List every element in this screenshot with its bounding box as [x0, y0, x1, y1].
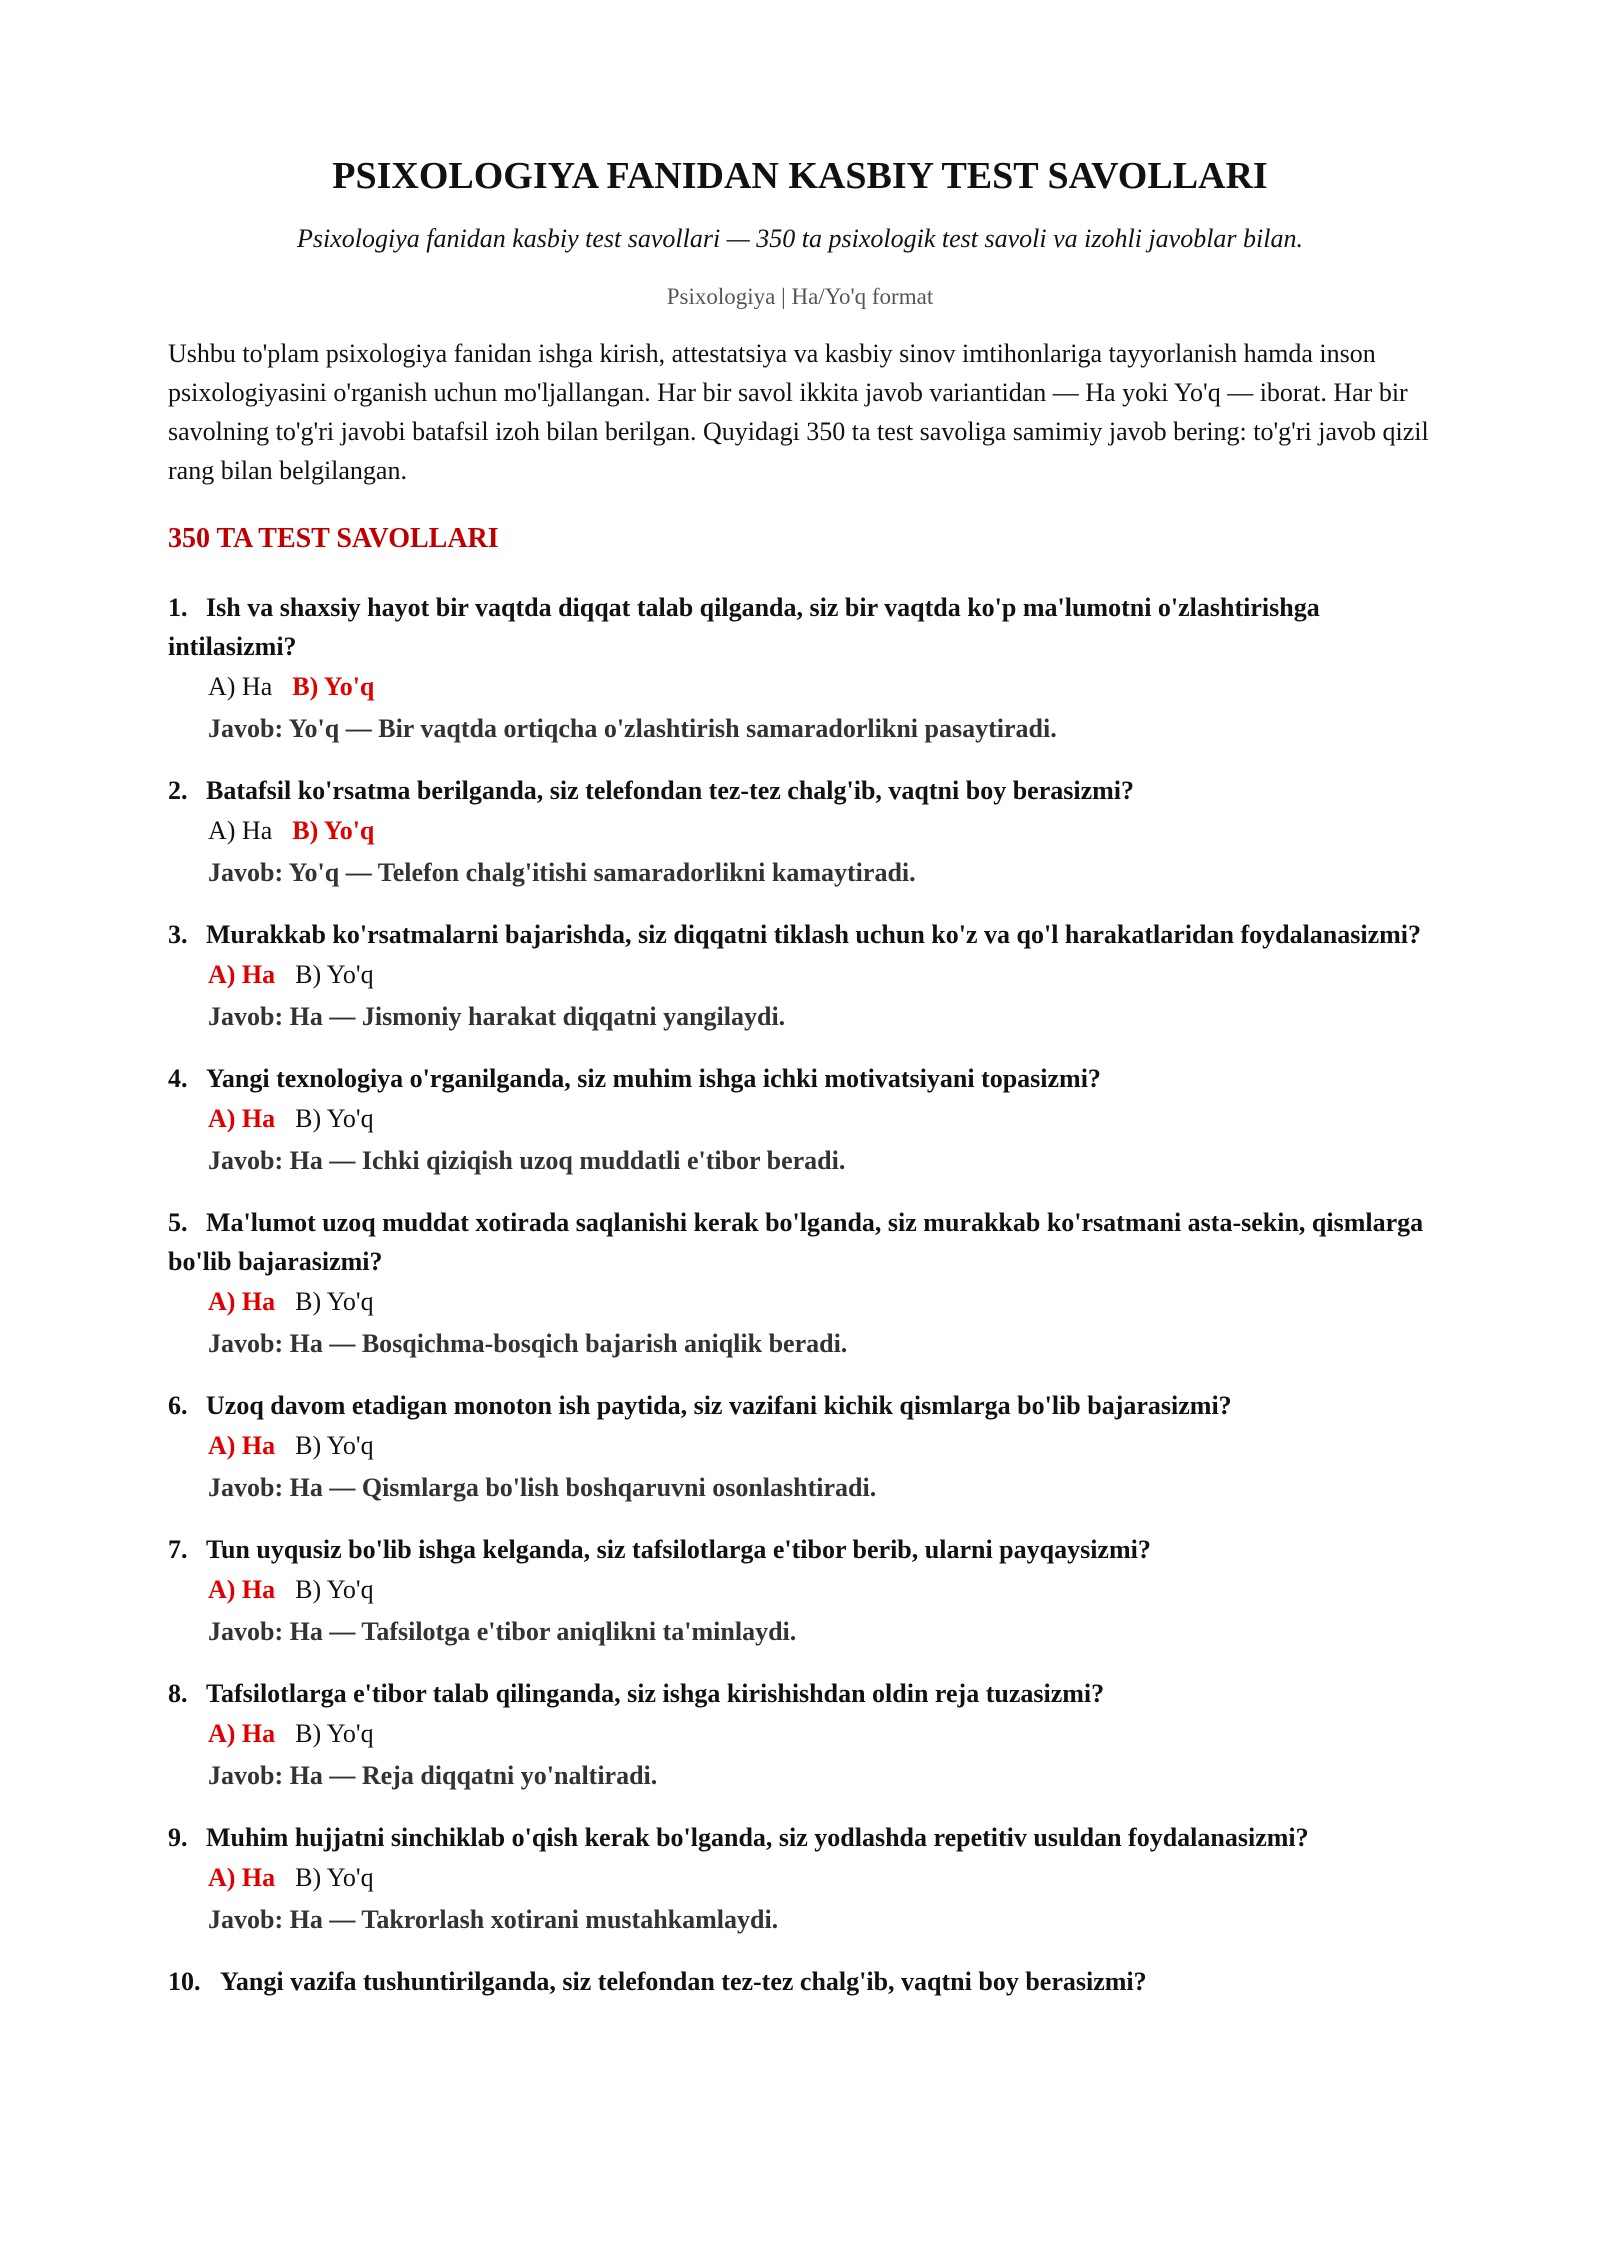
question-number: 9. [168, 1823, 188, 1852]
option-a: A) Ha [208, 1575, 276, 1604]
answer-explanation: Javob: Ha — Ichki qiziqish uzoq muddatli e'tibor beradi. [208, 1146, 846, 1175]
question-item [168, 588, 1432, 750]
question-text [168, 1818, 1432, 1857]
question-item [168, 1530, 1432, 1653]
question-number: 2. [168, 776, 188, 805]
question-body: Batafsil ko'rsatma berilganda, siz telefondan tez-tez chalg'ib, vaqtni boy berasizmi? [206, 776, 1135, 805]
answer-options [168, 666, 1432, 708]
option-a: A) Ha [208, 1104, 276, 1133]
answer-options [168, 1281, 1432, 1323]
document-meta: Psixologiya | Ha/Yo'q format [666, 284, 934, 309]
option-b: B) Yo'q [295, 1431, 374, 1460]
document-title: PSIXOLOGIYA FANIDAN KASBIY TEST SAVOLLARI [332, 155, 1268, 197]
answer-explanation: Javob: Ha — Tafsilotga e'tibor aniqlikni ta'minlaydi. [208, 1617, 797, 1646]
option-a: A) Ha [208, 960, 276, 989]
answer-explanation: Javob: Yo'q — Telefon chalg'itishi samaradorlikni kamaytiradi. [208, 858, 916, 887]
answer-explanation: Javob: Ha — Takrorlash xotirani mustahkamlaydi. [208, 1905, 779, 1934]
answer-explanation: Javob: Ha — Jismoniy harakat diqqatni yangilaydi. [208, 1002, 786, 1031]
question-item [168, 1203, 1432, 1365]
question-list [168, 588, 1432, 2001]
document-subtitle: Psixologiya fanidan kasbiy test savollari — 350 ta psixologik test savoli va izohli javoblar bilan. [297, 224, 1303, 253]
option-a: A) Ha [208, 1431, 276, 1460]
answer-explanation: Javob: Yo'q — Bir vaqtda ortiqcha o'zlashtirish samaradorlikni pasaytiradi. [208, 714, 1057, 743]
option-b: B) Yo'q [295, 1719, 374, 1748]
question-text [168, 588, 1432, 666]
question-text [168, 1530, 1432, 1569]
question-number: 6. [168, 1391, 188, 1420]
question-body: Yangi texnologiya o'rganilganda, siz muhim ishga ichki motivatsiyani topasizmi? [206, 1064, 1101, 1093]
question-body: Murakkab ko'rsatmalarni bajarishda, siz diqqatni tiklash uchun ko'z va qo'l harakatlaridan foydalanasizmi? [206, 920, 1422, 949]
answer-options [168, 954, 1432, 996]
question-number: 3. [168, 920, 188, 949]
question-text [168, 771, 1432, 810]
question-body: Tafsilotlarga e'tibor talab qilinganda, siz ishga kirishishdan oldin reja tuzasizmi? [206, 1679, 1105, 1708]
section-heading: 350 TA TEST SAVOLLARI [168, 523, 499, 554]
question-body: Yangi vazifa tushuntirilganda, siz telefondan tez-tez chalg'ib, vaqtni boy berasizmi? [220, 1967, 1147, 1996]
answer-options [168, 1425, 1432, 1467]
question-body: Ish va shaxsiy hayot bir vaqtda diqqat talab qilganda, siz bir vaqtda ko'p ma'lumotni o'zlashtirishga intilasizmi? [168, 593, 1320, 661]
question-item [168, 915, 1432, 1038]
question-item [168, 771, 1432, 894]
answer-options [168, 1098, 1432, 1140]
question-item [168, 1674, 1432, 1797]
option-b: B) Yo'q [295, 1575, 374, 1604]
answer-explanation: Javob: Ha — Bosqichma-bosqich bajarish aniqlik beradi. [208, 1329, 848, 1358]
option-a: A) Ha [208, 1863, 276, 1892]
option-b: B) Yo'q [295, 1287, 374, 1316]
question-body: Tun uyqusiz bo'lib ishga kelganda, siz tafsilotlarga e'tibor berib, ularni payqaysizmi? [206, 1535, 1151, 1564]
option-b: B) Yo'q [292, 672, 375, 701]
question-item [168, 1818, 1432, 1941]
option-b: B) Yo'q [295, 960, 374, 989]
question-text [168, 1203, 1432, 1281]
question-item [168, 1962, 1432, 2001]
question-text [168, 1059, 1432, 1098]
option-b: B) Yo'q [295, 1863, 374, 1892]
answer-options [168, 810, 1432, 852]
question-text [168, 915, 1432, 954]
question-item [168, 1386, 1432, 1509]
question-number: 5. [168, 1208, 188, 1237]
question-number: 1. [168, 593, 188, 622]
answer-explanation: Javob: Ha — Qismlarga bo'lish boshqaruvni osonlashtiradi. [208, 1473, 877, 1502]
option-a: A) Ha [208, 1287, 276, 1316]
option-a: A) Ha [208, 1719, 276, 1748]
question-item [168, 1059, 1432, 1182]
question-body: Uzoq davom etadigan monoton ish paytida, siz vazifani kichik qismlarga bo'lib bajarasizmi? [206, 1391, 1232, 1420]
answer-options [168, 1569, 1432, 1611]
question-number: 10. [168, 1967, 201, 1996]
question-text [168, 1962, 1432, 2001]
question-text [168, 1386, 1432, 1425]
intro-paragraph: Ushbu to'plam psixologiya fanidan ishga kirish, attestatsiya va kasbiy sinov imtihonlariga tayyorlanish hamda inson psixologiyasini o'rganish uchun mo'ljallangan. Har bir savol ikkita javob variantidan — Ha yoki Yo'q — iborat. Har bir savolning to'g'ri javobi batafsil izoh bilan berilgan. Quyidagi 350 ta test savoliga samimiy javob bering: to'g'ri javob qizil rang bilan belgilangan. [168, 339, 1429, 485]
option-b: B) Yo'q [295, 1104, 374, 1133]
option-b: B) Yo'q [292, 816, 375, 845]
answer-options [168, 1713, 1432, 1755]
question-number: 8. [168, 1679, 188, 1708]
answer-explanation: Javob: Ha — Reja diqqatni yo'naltiradi. [208, 1761, 658, 1790]
question-number: 7. [168, 1535, 188, 1564]
answer-options [168, 1857, 1432, 1899]
question-number: 4. [168, 1064, 188, 1093]
question-body: Ma'lumot uzoq muddat xotirada saqlanishi kerak bo'lganda, siz murakkab ko'rsatmani asta-sekin, qismlarga bo'lib bajarasizmi? [168, 1208, 1424, 1276]
option-a: A) Ha [208, 672, 273, 701]
question-body: Muhim hujjatni sinchiklab o'qish kerak bo'lganda, siz yodlashda repetitiv usuldan foydalanasizmi? [206, 1823, 1309, 1852]
option-a: A) Ha [208, 816, 273, 845]
question-text [168, 1674, 1432, 1713]
